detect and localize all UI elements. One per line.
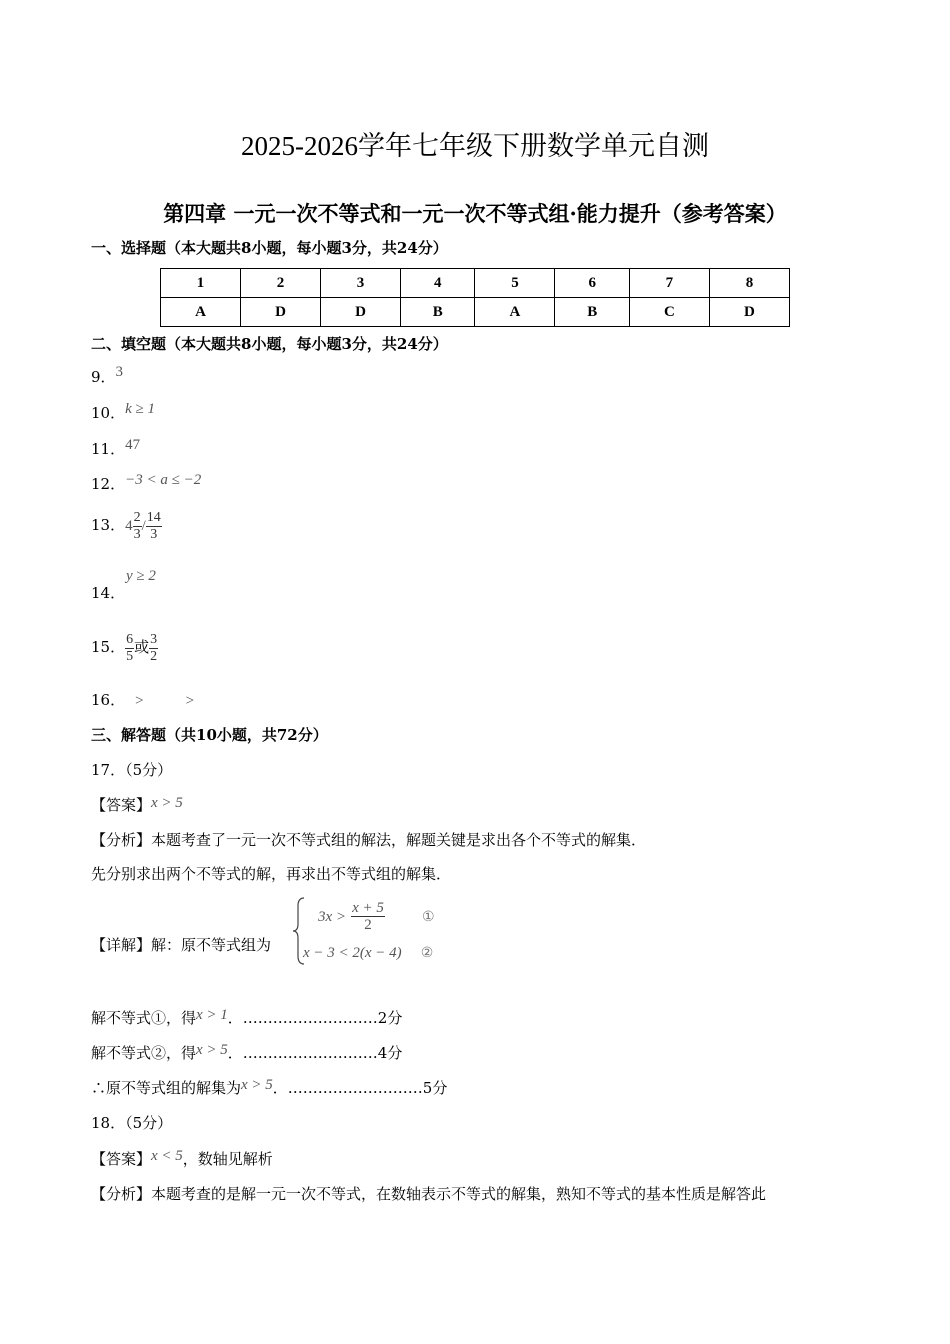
table-cell: D [709,298,789,327]
table-row-answers [161,298,790,327]
q15-line [91,626,158,668]
q18-analysis-line [91,1184,766,1204]
detail-label: 【详解】 [91,936,152,954]
q16-answer-2: > [185,693,195,709]
eq1-left: 3x > [318,909,347,925]
analysis-label: 【分析】 [91,831,152,849]
denominator: 3 [150,526,158,542]
q9-line [91,364,124,388]
eq1-mark: ① [422,909,435,925]
page-subtitle: 第四章 一元一次不等式和一元一次不等式组·能力提升（参考答案） [163,201,787,226]
q9-answer: 3 [115,364,124,380]
denominator: 3 [133,526,141,542]
q17-step-2 [91,1043,402,1064]
numerator: 6 [126,631,134,647]
q16-number: 16． [91,691,126,709]
q17-step-3 [91,1078,447,1099]
denominator: 2 [150,648,158,664]
q17-answer: x > 5 [151,795,183,811]
table-cell: B [555,298,629,327]
q17-analysis-line [91,830,646,850]
q17-detail-line [91,935,271,955]
q10-answer: k ≥ 1 [125,401,155,417]
numerator: 14 [146,509,161,525]
q18-number: 18．（5分） [91,1114,173,1132]
numerator: 2 [133,509,141,525]
eq2: x − 3 < 2(x − 4) [303,945,402,961]
q14-answer: y ≥ 2 [126,568,156,584]
q13-line [91,508,162,543]
denominator: 5 [126,648,134,664]
q17-detail: 解：原不等式组为 [151,936,272,954]
analysis-label: 【分析】 [91,1185,152,1203]
q11-answer: 47 [125,437,141,453]
q15-fraction-2 [149,632,158,665]
q18-answer: x < 5 [151,1148,183,1164]
step-score: ．………………………2分 [227,1009,403,1027]
q10-number: 10． [91,404,126,422]
numerator: 3 [150,631,158,647]
q18-answer-tail: ，数轴见解析 [182,1150,273,1168]
q14-number: 14． [91,584,126,602]
q13-fraction-1 [133,510,142,543]
step-math: x > 5 [241,1077,273,1093]
q17-analysis: 本题考查了一元一次不等式组的解法，解题关键是求出各个不等式的解集． [151,831,647,849]
section1-heading: 一、选择题（本大题共8小题，每小题3分，共24分） [91,239,448,257]
table-cell: 1 [161,269,241,298]
q15-fraction-1 [125,632,134,665]
q11-line [91,439,140,460]
step-score: ．………………………5分 [272,1079,448,1097]
q18-answer-line [91,1149,273,1170]
numerator: x + 5 [352,900,384,916]
table-cell: 7 [629,269,709,298]
table-cell: 3 [321,269,401,298]
table-cell: B [401,298,475,327]
table-cell: D [241,298,321,327]
table-cell: 6 [555,269,629,298]
step-text: 解不等式①，得 [91,1009,197,1027]
q17-number: 17．（5分） [91,761,173,779]
q13-whole: 4 [125,518,133,534]
step-math: x > 5 [196,1042,228,1058]
q16-answer-1: > [135,693,144,709]
q16-line [91,690,194,711]
q15-or: 或 [134,638,150,656]
q13-separator: / [141,518,146,534]
q17-answer-line [91,795,183,816]
q13-number: 13． [91,516,126,534]
section2-heading: 二、填空题（本大题共8小题，每小题3分，共24分） [91,335,448,353]
q9-number: 9． [91,368,116,386]
q17-step-1 [91,1008,402,1029]
inequality-1 [318,900,435,933]
q14-line [91,583,125,603]
q17-analysis-2: 先分别求出两个不等式的解，再求出不等式组的解集． [91,865,452,883]
choice-answer-table [160,268,790,327]
q12-number: 12． [91,475,126,493]
step-text: 解不等式②，得 [91,1044,197,1062]
eq1-fraction [351,900,385,933]
table-cell: 5 [475,269,555,298]
q12-line [91,474,201,495]
q11-number: 11． [91,440,126,458]
answer-label: 【答案】 [91,1150,152,1168]
q13-fraction-2 [146,510,162,543]
q18-analysis: 本题考查的是解一元一次不等式，在数轴表示不等式的解集，熟知不等式的基本性质是解答此 [151,1185,767,1203]
denominator: 2 [364,917,372,933]
page-title: 2025-2026学年七年级下册数学单元自测 [241,131,709,161]
q10-line [91,403,155,424]
step-math: x > 1 [196,1007,228,1023]
table-row-numbers [161,269,790,298]
table-cell: D [321,298,401,327]
q15-number: 15． [91,638,126,656]
inequality-2 [303,942,433,962]
table-cell: 8 [709,269,789,298]
section3-heading: 三、解答题（共10小题，共72分） [91,726,328,744]
eq2-mark: ② [420,945,434,961]
table-cell: A [475,298,555,327]
table-cell: C [629,298,709,327]
answer-label: 【答案】 [91,796,152,814]
table-cell: 2 [241,269,321,298]
step-text: ∴原不等式组的解集为 [91,1079,242,1097]
table-cell: A [161,298,241,327]
step-score: ．………………………4分 [227,1044,403,1062]
table-cell: 4 [401,269,475,298]
q12-answer: −3 < a ≤ −2 [125,472,202,488]
